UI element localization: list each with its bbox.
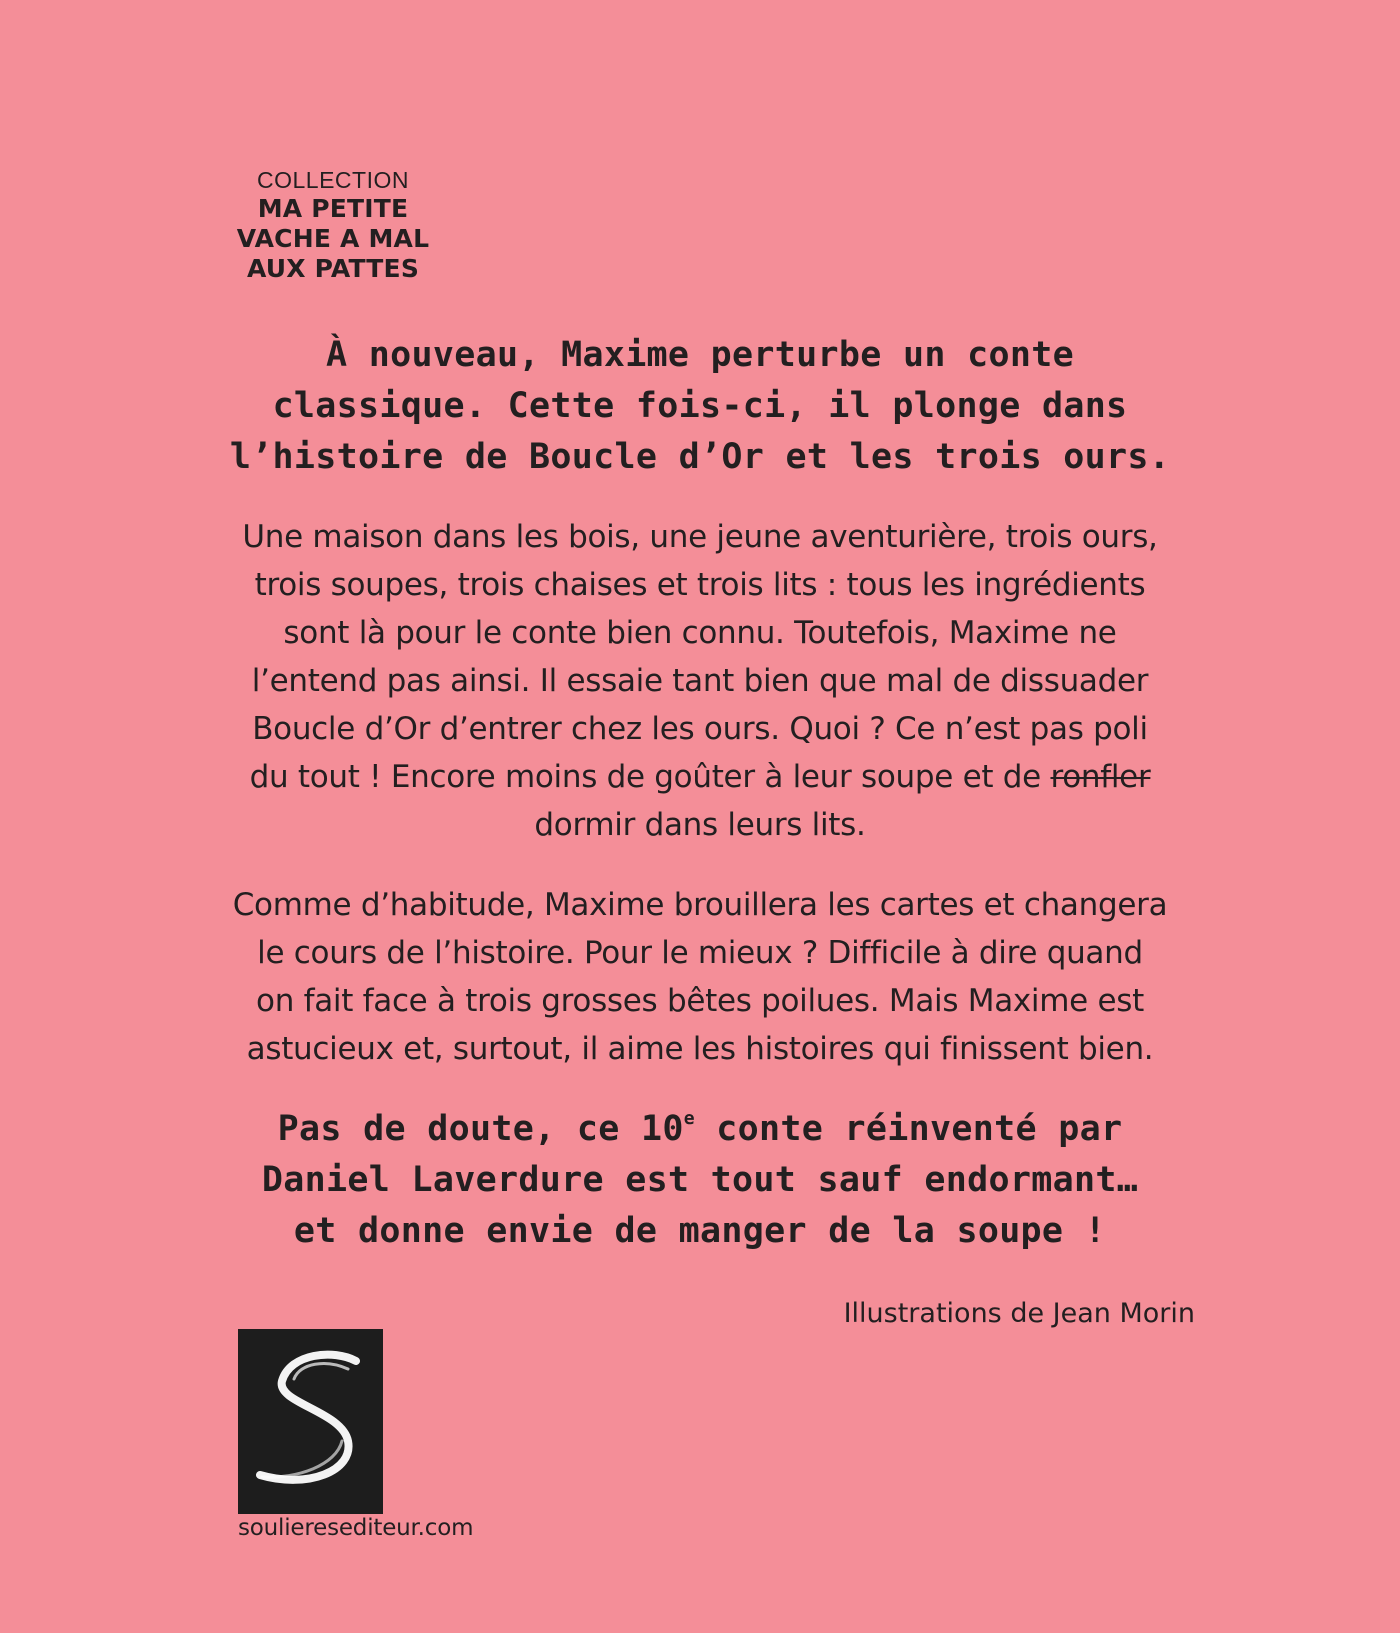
line-text: du tout ! Encore moins de goûter à leur soupe et de (249, 759, 1051, 795)
outro-line: Daniel Laverdure est tout sauf endormant… (261, 1160, 1139, 1200)
paragraph-line: sont là pour le conte bien connu. Toutefois, Maxime ne (283, 615, 1117, 651)
intro-line: À nouveau, Maxime perturbe un conte (325, 335, 1074, 375)
paragraph-line: le cours de l’histoire. Pour le mieux ? Difficile à dire quand (257, 935, 1143, 971)
paragraph-line: on fait face à trois grosses bêtes poilues. Mais Maxime est (256, 983, 1144, 1019)
collection-name-line: MA PETITE (257, 194, 409, 223)
publisher-website-link[interactable]: soulieresediteur.com (238, 1515, 474, 1541)
intro-line: classique. Cette fois-ci, il plonge dans (272, 386, 1128, 426)
paragraph-line: astucieux et, surtout, il aime les histoires qui finissent bien. (246, 1031, 1154, 1067)
paragraph-line: dormir dans leurs lits. (534, 807, 866, 843)
outro-text-part: conte réinventé par (694, 1109, 1123, 1149)
intro-text (0, 330, 1400, 483)
paragraph-line (170, 753, 1230, 801)
collection-name (228, 194, 438, 284)
paragraph-line: Comme d’habitude, Maxime brouillera les cartes et changera (232, 887, 1168, 923)
paragraph-line: Une maison dans les bois, une jeune aventurière, trois ours, (242, 519, 1158, 555)
outro-text (0, 1104, 1400, 1257)
synopsis-paragraph-1 (170, 513, 1230, 849)
paragraph-line: Boucle d’Or d’entrer chez les ours. Quoi ? Ce n’est pas poli (252, 711, 1148, 747)
collection-name-line: AUX PATTES (246, 254, 420, 283)
intro-line: l’histoire de Boucle d’Or et les trois ours. (229, 437, 1171, 477)
outro-line (0, 1104, 1400, 1155)
struck-word: ronfler (1050, 759, 1151, 795)
ordinal-suffix: e (683, 1108, 695, 1129)
collection-block (228, 166, 438, 284)
outro-text-part: Pas de doute, ce 10 (277, 1109, 684, 1149)
outro-line: et donne envie de manger de la soupe ! (293, 1211, 1107, 1251)
illustrator-credit: Illustrations de Jean Morin (843, 1298, 1195, 1329)
collection-name-line: VACHE A MAL (236, 224, 430, 253)
paragraph-line: trois soupes, trois chaises et trois lits : tous les ingrédients (254, 567, 1146, 603)
synopsis-paragraph-2 (170, 881, 1230, 1073)
collection-label: COLLECTION (257, 167, 409, 193)
paragraph-line: l’entend pas ainsi. Il essaie tant bien que mal de dissuader (251, 663, 1149, 699)
publisher-s-logo-icon (238, 1329, 383, 1514)
